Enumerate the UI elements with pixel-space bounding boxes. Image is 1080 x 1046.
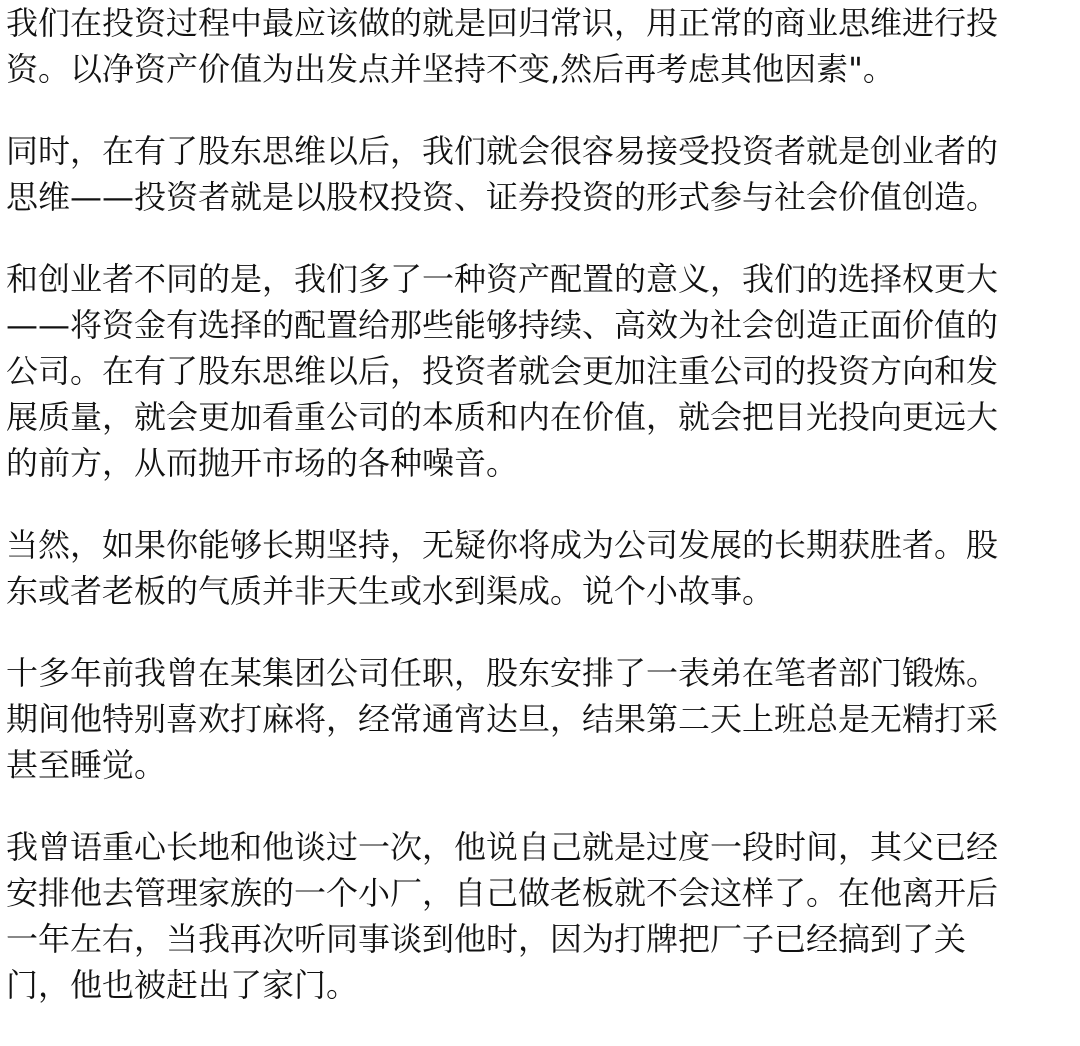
paragraph-6: [6, 824, 1078, 1008]
text-line: 安排他去管理家族的一个小厂，自己做老板就不会这样了。在他离开后: [6, 874, 999, 912]
text-line: 当然，如果你能够长期坚持，无疑你将成为公司发展的长期获胜者。股: [6, 526, 999, 564]
text-line: 期间他特别喜欢打麻将，经常通宵达旦，结果第二天上班总是无精打采: [6, 700, 999, 738]
text-line: 东或者老板的气质并非天生或水到渠成。说个小故事。: [6, 572, 775, 610]
paragraph-1: [6, 0, 1078, 92]
text-line: 我们在投资过程中最应该做的就是回归常识，用正常的商业思维进行投: [6, 4, 999, 42]
text-line: 展质量，就会更加看重公司的本质和内在价值，就会把目光投向更远大: [6, 398, 999, 436]
text-line: 思维——投资者就是以股权投资、证券投资的形式参与社会价值创造。: [6, 178, 999, 216]
text-line: 同时，在有了股东思维以后，我们就会很容易接受投资者就是创业者的: [6, 132, 999, 170]
paragraph-4: [6, 522, 1078, 614]
text-line: 我曾语重心长地和他谈过一次，他说自己就是过度一段时间，其父已经: [6, 828, 999, 866]
text-line: 十多年前我曾在某集团公司任职，股东安排了一表弟在笔者部门锻炼。: [6, 654, 999, 692]
text-line: 门，他也被赶出了家门。: [6, 966, 359, 1004]
paragraph-5: [6, 650, 1078, 788]
article-body: [6, 0, 1078, 1008]
text-line: ——将资金有选择的配置给那些能够持续、高效为社会创造正面价值的: [6, 306, 999, 344]
paragraph-2: [6, 128, 1078, 220]
text-line: 甚至睡觉。: [6, 746, 167, 784]
text-line: 一年左右，当我再次听同事谈到他时，因为打牌把厂子已经搞到了关: [6, 920, 967, 958]
text-line: 的前方，从而抛开市场的各种噪音。: [6, 444, 519, 482]
text-line: 和创业者不同的是，我们多了一种资产配置的意义，我们的选择权更大: [6, 260, 999, 298]
text-line: 公司。在有了股东思维以后，投资者就会更加注重公司的投资方向和发: [6, 352, 999, 390]
paragraph-3: [6, 256, 1078, 486]
text-line: 资。以净资产价值为出发点并坚持不变,然后再考虑其他因素"。: [6, 50, 895, 88]
